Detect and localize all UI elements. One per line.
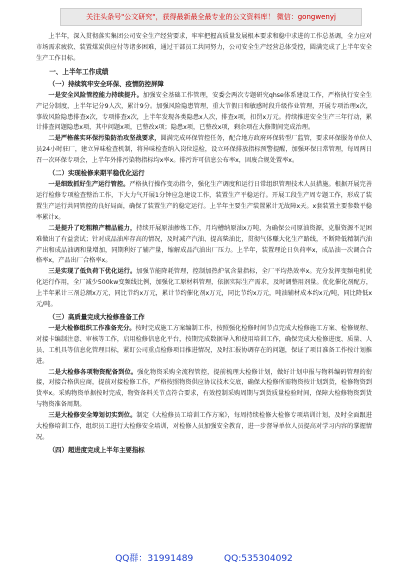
body-paragraph <box>36 91 372 135</box>
paragraph-lead: 一是细致抓好生产运行管控。 <box>48 181 130 189</box>
paragraph-text: 加强安全基础工作管理，安委会两次专题研究qhse体系建设工作，严格执行安全生产记分制度，上半年记分9人次，累计9分。加强风险隐患管理，重大节假日和敏感时段升级作业管理，开展专项治理x次，事故风险隐患排查x次，专项排查x次，上半年发现各类隐患x人次，排查x项，扣罚x万元。持续推进安全生产三年行动，累计排查问题隐患x项，其中问题x项，已整改x项；隐患x项，已整改x项，剩余项在大修期间完成治理。 <box>36 91 372 132</box>
paragraph-text: 强化物资采购全流程管控，提前梳理大检修计划，做好计划申报与物料编码管理的衔接，对接合格供应商，提前对接检修工作，严格按照物资供应协议技术交底，确保大检修所需物资按计划到货，检修物资到货率x。采购物资单据按时完成，物资备料关节点符合要求，有效控制采购周期与到货质量检验时间，保障大检修物资到货与物资准备周期。 <box>36 368 373 409</box>
footer-contacts <box>0 551 408 567</box>
subsection-heading: （三）高质量完成大检修准备工作 <box>48 312 145 321</box>
body-paragraph <box>36 32 372 65</box>
qq-group-label: QQ群：31991489 <box>115 554 194 564</box>
paragraph-text: 圆满完成环保管控任务，配合地方政府环保转型厂监管，要求环保服务单位人员24小时驻厂，建立异味检查机制，将异味检查纳入岗位巡检，设立环保排放指标预警提醒，加强环保日常管理，每周两日召一次环保专项会，上半年外排污染物指标均x率x。排污许可信息公布率x，固废合规处置率x。 <box>36 135 372 165</box>
paragraph-lead: 二是严格落实环保污染防治攻坚战要求， <box>48 135 161 143</box>
paragraph-text: 上半年，深入贯彻落实集团公司安全生产经营要求，牢牢把握高质量发展根本要求和稳中求进的工作总基调，全力应对市场需求疲软、装置煤炭供应付等诸多困难，通过干部员工共同努力，公司安全生产经营总体受控，圆满完成了上半年安全生产工作目标。 <box>36 33 372 62</box>
body-paragraph <box>36 224 372 268</box>
paragraph-text: 严格执行操作变动指令，强化生产调度和运行日常组织管理技术人员措施。根据开展完善运行检修专项检查整治工作，下大力气开展1分钟应急建设工作，装置生产平稳运行。开展工段生产周专题工作，形成了装置生产运行共同管控的良好局面，确保了装置生产的稳定运行。上半年主要生产装置累计无故障x天。x套装置主要参数平稳率累计x。 <box>36 181 373 221</box>
paragraph-lead: 一是安全风险管控能力持续提升。 <box>48 91 143 99</box>
section-heading: 一、上半年工作成绩 <box>49 67 109 76</box>
subsection-heading: （四）超进度完成上半年主要指标 <box>48 445 145 454</box>
header-banner: 关注头条号"公文研究"，获得最新最全最专业的公文资料库！ 微信：gongwenyj <box>60 8 362 26</box>
paragraph-text: 加强节能降耗管理，控制加热炉氧含量指标，全厂平均热效率x。充分发挥变频电机优化运行作用，全厂减少500kw变频线比例，加强化工原材料管理，依据实际生产需求，及时调整用剂量。优化催化剂配方，上半年累计三剂总额x万元，同比节约x万元，累计节约催化剂x万元，同比节约x万元，吨油辅材成本约x元/吨，同比降低x元/吨。 <box>36 268 373 309</box>
paragraph-lead: 三是大检修安全筹划切实到位。 <box>48 412 137 420</box>
paragraph-text: 制定《大检修员工培训工作方案》，每周持续检修大检修专项培训计划，及时全面跟进大检修培训工作，组织员工进行大检修安全培训，对检修人员加强安全教育，进一步督导单位人员提高对学习内容的掌握情况。 <box>36 412 372 441</box>
paragraph-text: 持续开展原油掺炼工作，月均槽纳原油x万吨，为确保公司原油资源，克服资源不足困难做出了有益尝试；针对成品油库存高的情况，及时减产汽油、提高柴油比，贯彻气体赚大化生产路线，不断降低精制汽油产出和成品油调和量增加，同期利好了辅产量，缩解成品汽油出厂压力。上半年，装置理论日负荷率x，成品油一次调合合格率x，产品出厂合格率x。 <box>36 224 372 265</box>
body-paragraph <box>36 368 372 412</box>
paragraph-lead: 三是实现了低负荷下优化运行。 <box>48 268 137 276</box>
body-paragraph <box>36 180 372 224</box>
paragraph-lead: 二是大检修各项物资配备到位。 <box>48 368 138 376</box>
document-body <box>36 32 372 457</box>
body-paragraph <box>36 411 372 444</box>
body-paragraph <box>36 134 372 167</box>
paragraph-lead: 二是提升了吃粗粮产精品能力， <box>48 224 137 232</box>
paragraph-text: 按时完成施工方案编制工作，按照强化检修时间节点完成大检修施工方案、检修规程、对接卡编制注意、审核等工作，启用检修信息化平台，按期完成数据导入和使用培训工作，确保完成大检修进度、质量、人员、工机具等信息化管理目标，紧盯公司重点检修项目推进情况，及时汇报协调存在的问题，保证了项目准备工作按计划推进。 <box>36 324 373 365</box>
subsection-heading: （二）实现检修来期平稳优化运行 <box>48 169 145 178</box>
paragraph-lead: 一是大检修组织工作准备充分。 <box>48 324 136 332</box>
subsection-heading: （一）持续筑牢安全环保、疫情防控屏障 <box>48 79 164 88</box>
body-paragraph <box>36 324 372 368</box>
qq-contact-label: QQ:535304092 <box>224 554 293 564</box>
body-paragraph <box>36 267 372 311</box>
